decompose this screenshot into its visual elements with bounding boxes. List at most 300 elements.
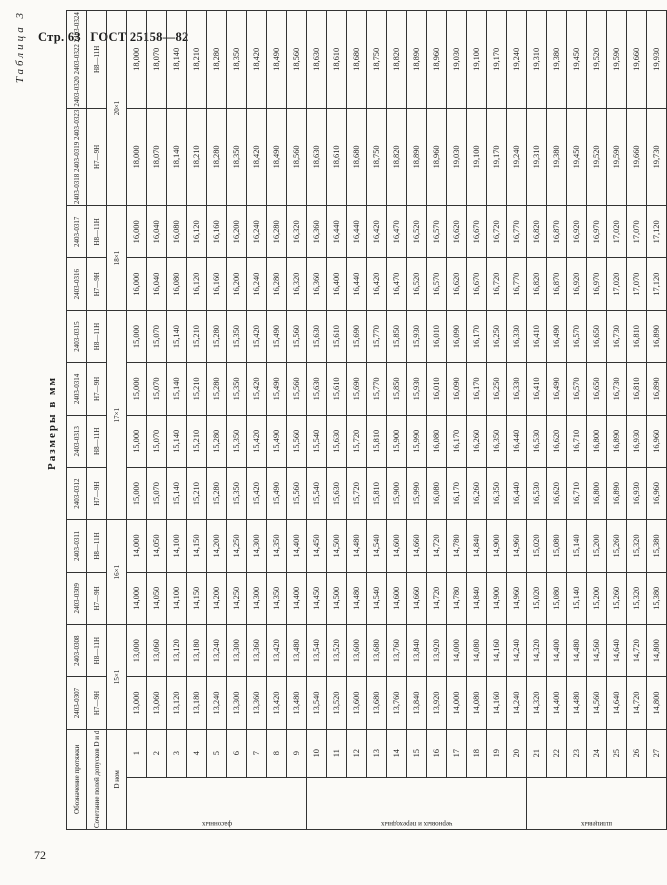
diameter-cell: 16,620 bbox=[447, 206, 467, 258]
diameter-cell: 18,820 bbox=[387, 11, 407, 109]
diameter-cell: 14,720 bbox=[427, 520, 447, 572]
diameter-cell: 16,090 bbox=[447, 363, 467, 415]
diameter-cell: 14,900 bbox=[487, 572, 507, 624]
diameter-cell: 16,720 bbox=[487, 258, 507, 310]
diameter-cell: 14,100 bbox=[167, 572, 187, 624]
diameter-cell: 15,210 bbox=[187, 415, 207, 467]
diameter-cell: 14,960 bbox=[507, 572, 527, 624]
diameter-cell: 16,470 bbox=[387, 206, 407, 258]
diameter-cell: 19,590 bbox=[607, 108, 627, 206]
table-row bbox=[567, 11, 587, 830]
diameter-cell: 14,660 bbox=[407, 520, 427, 572]
diameter-cell: 13,120 bbox=[167, 624, 187, 676]
diameter-cell: 15,630 bbox=[327, 415, 347, 467]
dnom-value: 20×1 bbox=[107, 11, 127, 206]
diameter-cell: 19,100 bbox=[467, 108, 487, 206]
diameter-cell: 14,250 bbox=[227, 520, 247, 572]
diameter-cell: 14,540 bbox=[367, 572, 387, 624]
column-fit: H8—11H bbox=[87, 624, 107, 676]
diameter-cell: 18,680 bbox=[347, 11, 367, 109]
fit-label: Сочетание полей допусков D и d bbox=[87, 729, 107, 829]
diameter-cell: 18,280 bbox=[207, 108, 227, 206]
diameter-cell: 14,480 bbox=[567, 624, 587, 676]
diameter-cell: 19,030 bbox=[447, 108, 467, 206]
diameter-cell: 18,820 bbox=[387, 108, 407, 206]
tooth-number: 15 bbox=[407, 729, 427, 777]
diameter-cell: 18,890 bbox=[407, 11, 427, 109]
diameter-cell: 16,260 bbox=[467, 467, 487, 519]
diameter-cell: 16,420 bbox=[367, 258, 387, 310]
tooth-number: 13 bbox=[367, 729, 387, 777]
diameter-cell: 16,260 bbox=[467, 415, 487, 467]
diameter-cell: 14,480 bbox=[567, 677, 587, 729]
column-code: 2403-0307 bbox=[67, 677, 87, 729]
diameter-cell: 14,320 bbox=[527, 677, 547, 729]
diameter-cell: 13,180 bbox=[187, 624, 207, 676]
diameter-cell: 16,280 bbox=[267, 206, 287, 258]
diameter-cell: 17,120 bbox=[647, 258, 667, 310]
diameter-cell: 13,760 bbox=[387, 624, 407, 676]
diameter-cell: 16,820 bbox=[527, 258, 547, 310]
diameter-cell: 16,920 bbox=[567, 206, 587, 258]
diameter-cell: 16,720 bbox=[487, 206, 507, 258]
diameter-cell: 16,810 bbox=[627, 310, 647, 362]
diameter-cell: 19,730 bbox=[647, 108, 667, 206]
diameter-cell: 18,070 bbox=[147, 108, 167, 206]
diameter-cell: 16,200 bbox=[227, 258, 247, 310]
diameter-cell: 15,140 bbox=[167, 310, 187, 362]
column-code: 2403-0315 bbox=[67, 310, 87, 362]
diameter-cell: 15,770 bbox=[367, 310, 387, 362]
diameter-cell: 13,060 bbox=[147, 624, 167, 676]
diameter-cell: 19,310 bbox=[527, 11, 547, 109]
dnom-value: 17×1 bbox=[107, 310, 127, 519]
diameter-cell: 14,480 bbox=[347, 572, 367, 624]
diameter-cell: 18,960 bbox=[427, 108, 447, 206]
diameter-cell: 16,620 bbox=[547, 415, 567, 467]
diameter-cell: 18,490 bbox=[267, 108, 287, 206]
diameter-cell: 14,250 bbox=[227, 572, 247, 624]
diameter-cell: 16,800 bbox=[587, 467, 607, 519]
diameter-cell: 17,020 bbox=[607, 206, 627, 258]
diameter-cell: 13,540 bbox=[307, 677, 327, 729]
tooth-number: 20 bbox=[507, 729, 527, 777]
diameter-cell: 15,490 bbox=[267, 467, 287, 519]
diameter-cell: 13,300 bbox=[227, 624, 247, 676]
diameter-cell: 16,570 bbox=[427, 258, 447, 310]
diameter-cell: 19,170 bbox=[487, 11, 507, 109]
diameter-cell: 13,360 bbox=[247, 624, 267, 676]
diameter-cell: 15,080 bbox=[547, 572, 567, 624]
diameter-cell: 19,100 bbox=[467, 11, 487, 109]
diameter-cell: 19,380 bbox=[547, 108, 567, 206]
table-row bbox=[487, 11, 507, 830]
tooth-number: 24 bbox=[587, 729, 607, 777]
tooth-number: 27 bbox=[647, 729, 667, 777]
diameter-cell: 18,490 bbox=[267, 11, 287, 109]
diameter-cell: 18,350 bbox=[227, 11, 247, 109]
tooth-number: 23 bbox=[567, 729, 587, 777]
diameter-cell: 15,770 bbox=[367, 363, 387, 415]
column-fit: H8—11H bbox=[87, 520, 107, 572]
column-code: 2403-0317 bbox=[67, 206, 87, 258]
table-row bbox=[347, 11, 367, 830]
diameter-cell: 15,350 bbox=[227, 467, 247, 519]
diameter-cell: 14,160 bbox=[487, 624, 507, 676]
diameter-cell: 16,320 bbox=[287, 206, 307, 258]
table-row bbox=[647, 11, 667, 830]
table-row bbox=[627, 11, 647, 830]
diameter-cell: 16,440 bbox=[507, 467, 527, 519]
diameter-cell: 18,420 bbox=[247, 108, 267, 206]
diameter-cell: 15,200 bbox=[587, 572, 607, 624]
diameter-cell: 16,570 bbox=[567, 310, 587, 362]
diameter-cell: 14,350 bbox=[267, 520, 287, 572]
diameter-cell: 15,630 bbox=[307, 310, 327, 362]
diameter-cell: 16,250 bbox=[487, 363, 507, 415]
diameter-cell: 16,080 bbox=[427, 467, 447, 519]
diameter-cell: 14,240 bbox=[507, 677, 527, 729]
diameter-cell: 16,350 bbox=[487, 415, 507, 467]
diameter-cell: 13,480 bbox=[287, 624, 307, 676]
table-row bbox=[527, 11, 547, 830]
diameter-cell: 15,320 bbox=[627, 572, 647, 624]
diameter-cell: 15,720 bbox=[347, 415, 367, 467]
diameter-cell: 16,800 bbox=[587, 415, 607, 467]
column-fit: H7—9H bbox=[87, 363, 107, 415]
column-fit: H8—11H bbox=[87, 11, 107, 109]
table-row bbox=[167, 11, 187, 830]
diameter-cell: 14,780 bbox=[447, 520, 467, 572]
diameter-cell: 16,710 bbox=[567, 467, 587, 519]
diameter-cell: 16,890 bbox=[607, 467, 627, 519]
diameter-cell: 14,540 bbox=[367, 520, 387, 572]
diameter-cell: 18,210 bbox=[187, 108, 207, 206]
diameter-cell: 19,380 bbox=[547, 11, 567, 109]
diameter-cell: 16,930 bbox=[627, 467, 647, 519]
column-code: 2403-0311 bbox=[67, 520, 87, 572]
diameter-cell: 15,850 bbox=[387, 363, 407, 415]
diameter-cell: 14,450 bbox=[307, 520, 327, 572]
diameter-cell: 15,560 bbox=[287, 415, 307, 467]
diameter-cell: 16,520 bbox=[407, 258, 427, 310]
diameter-cell: 13,600 bbox=[347, 624, 367, 676]
diameter-cell: 16,650 bbox=[587, 310, 607, 362]
diameter-cell: 15,350 bbox=[227, 310, 247, 362]
diameter-cell: 15,490 bbox=[267, 310, 287, 362]
column-fit: H7—9H bbox=[87, 572, 107, 624]
diameter-cell: 19,310 bbox=[527, 108, 547, 206]
diameter-cell: 16,010 bbox=[427, 310, 447, 362]
diameter-cell: 14,840 bbox=[467, 572, 487, 624]
diameter-cell: 19,030 bbox=[447, 11, 467, 109]
diameter-cell: 16,360 bbox=[307, 258, 327, 310]
diameter-cell: 16,970 bbox=[587, 206, 607, 258]
diameter-cell: 16,170 bbox=[467, 310, 487, 362]
diameter-cell: 15,990 bbox=[407, 415, 427, 467]
diameter-cell: 15,280 bbox=[207, 467, 227, 519]
diameter-cell: 15,000 bbox=[127, 363, 147, 415]
diameter-cell: 13,920 bbox=[427, 624, 447, 676]
column-code: 2403-0316 bbox=[67, 258, 87, 310]
diameter-cell: 15,200 bbox=[587, 520, 607, 572]
diameter-cell: 15,900 bbox=[387, 467, 407, 519]
tooth-number: 18 bbox=[467, 729, 487, 777]
diameter-cell: 18,630 bbox=[307, 11, 327, 109]
diameter-cell: 13,180 bbox=[187, 677, 207, 729]
tooth-number: 6 bbox=[227, 729, 247, 777]
column-code: 2403-0318 2403-0319 2403-0323 bbox=[67, 108, 87, 206]
diameter-cell: 15,420 bbox=[247, 415, 267, 467]
diameter-cell: 14,840 bbox=[467, 520, 487, 572]
diameter-cell: 15,210 bbox=[187, 363, 207, 415]
diameter-cell: 14,400 bbox=[287, 520, 307, 572]
diameter-cell: 16,090 bbox=[447, 310, 467, 362]
diameter-cell: 18,610 bbox=[327, 11, 347, 109]
diameter-cell: 16,330 bbox=[507, 363, 527, 415]
diameter-cell: 16,810 bbox=[627, 363, 647, 415]
diameter-cell: 13,240 bbox=[207, 624, 227, 676]
diameter-cell: 14,900 bbox=[487, 520, 507, 572]
tooth-number: 2 bbox=[147, 729, 167, 777]
diameter-cell: 15,210 bbox=[187, 310, 207, 362]
diameter-cell: 16,730 bbox=[607, 310, 627, 362]
diameter-cell: 13,520 bbox=[327, 624, 347, 676]
diameter-cell: 13,760 bbox=[387, 677, 407, 729]
diameter-cell: 15,630 bbox=[307, 363, 327, 415]
diameter-cell: 14,400 bbox=[547, 677, 567, 729]
diameter-cell: 14,780 bbox=[447, 572, 467, 624]
diameter-cell: 16,170 bbox=[447, 467, 467, 519]
tooth-number: 8 bbox=[267, 729, 287, 777]
diameter-cell: 19,450 bbox=[567, 11, 587, 109]
diameter-cell: 16,890 bbox=[647, 310, 667, 362]
diameter-cell: 18,210 bbox=[187, 11, 207, 109]
diameter-cell: 16,320 bbox=[287, 258, 307, 310]
diameter-cell: 14,720 bbox=[627, 677, 647, 729]
table-row bbox=[207, 11, 227, 830]
diameter-cell: 14,720 bbox=[627, 624, 647, 676]
diameter-cell: 14,500 bbox=[327, 572, 347, 624]
diameter-cell: 16,080 bbox=[167, 206, 187, 258]
diameter-cell: 14,300 bbox=[247, 572, 267, 624]
diameter-cell: 14,640 bbox=[607, 624, 627, 676]
table-row bbox=[267, 11, 287, 830]
diameter-cell: 15,320 bbox=[627, 520, 647, 572]
diameter-cell: 17,120 bbox=[647, 206, 667, 258]
diameter-cell: 18,750 bbox=[367, 108, 387, 206]
diameter-cell: 14,720 bbox=[427, 572, 447, 624]
diameter-cell: 16,770 bbox=[507, 206, 527, 258]
diameter-cell: 16,040 bbox=[147, 206, 167, 258]
diameter-cell: 15,350 bbox=[227, 363, 247, 415]
tooth-number: 26 bbox=[627, 729, 647, 777]
diameter-cell: 15,070 bbox=[147, 310, 167, 362]
column-code: 2403-0313 bbox=[67, 415, 87, 467]
diameter-cell: 14,200 bbox=[207, 520, 227, 572]
diameter-cell: 16,440 bbox=[327, 206, 347, 258]
diameter-cell: 15,560 bbox=[287, 363, 307, 415]
diameter-cell: 14,000 bbox=[447, 624, 467, 676]
diameter-cell: 15,350 bbox=[227, 415, 247, 467]
tooth-number: 17 bbox=[447, 729, 467, 777]
diameter-cell: 14,350 bbox=[267, 572, 287, 624]
diameter-cell: 16,400 bbox=[327, 258, 347, 310]
column-fit: H7—9H bbox=[87, 108, 107, 206]
column-fit: H7—9H bbox=[87, 467, 107, 519]
diameter-cell: 13,000 bbox=[127, 624, 147, 676]
diameter-cell: 14,000 bbox=[127, 520, 147, 572]
diameter-cell: 16,870 bbox=[547, 206, 567, 258]
table-row bbox=[127, 11, 147, 830]
tooth-number: 12 bbox=[347, 729, 367, 777]
diameter-cell: 15,380 bbox=[647, 520, 667, 572]
diameter-cell: 14,080 bbox=[467, 624, 487, 676]
diameter-cell: 16,440 bbox=[347, 206, 367, 258]
diameter-cell: 14,000 bbox=[127, 572, 147, 624]
diameter-cell: 14,200 bbox=[207, 572, 227, 624]
diameter-cell: 13,060 bbox=[147, 677, 167, 729]
diameter-cell: 14,000 bbox=[447, 677, 467, 729]
diameter-cell: 13,240 bbox=[207, 677, 227, 729]
diameter-cell: 16,520 bbox=[407, 206, 427, 258]
diameter-cell: 16,490 bbox=[547, 363, 567, 415]
diameter-cell: 14,500 bbox=[327, 520, 347, 572]
diameter-cell: 16,000 bbox=[127, 206, 147, 258]
diameter-cell: 15,140 bbox=[567, 520, 587, 572]
diameter-cell: 16,820 bbox=[527, 206, 547, 258]
tooth-number: 16 bbox=[427, 729, 447, 777]
diameter-cell: 15,080 bbox=[547, 520, 567, 572]
column-code: 2403-0308 bbox=[67, 624, 87, 676]
diameter-cell: 13,000 bbox=[127, 677, 147, 729]
diameter-cell: 16,080 bbox=[427, 415, 447, 467]
diameter-cell: 16,280 bbox=[267, 258, 287, 310]
tooth-number: 19 bbox=[487, 729, 507, 777]
row-group-label: черновых и переходных bbox=[380, 820, 453, 828]
table-row bbox=[247, 11, 267, 830]
diameter-cell: 19,660 bbox=[627, 11, 647, 109]
diameter-cell: 13,360 bbox=[247, 677, 267, 729]
diameter-cell: 18,680 bbox=[347, 108, 367, 206]
diameter-cell: 19,520 bbox=[587, 11, 607, 109]
diameter-cell: 15,260 bbox=[607, 572, 627, 624]
diameter-cell: 15,690 bbox=[347, 310, 367, 362]
column-code: 2403-0309 bbox=[67, 572, 87, 624]
diameter-cell: 14,480 bbox=[347, 520, 367, 572]
diameter-cell: 15,850 bbox=[387, 310, 407, 362]
table-row bbox=[547, 11, 567, 830]
diameter-cell: 19,520 bbox=[587, 108, 607, 206]
diameter-cell: 16,870 bbox=[547, 258, 567, 310]
table-row bbox=[287, 11, 307, 830]
diameter-cell: 15,610 bbox=[327, 310, 347, 362]
column-code: 2403-0314 bbox=[67, 363, 87, 415]
tooth-number: 3 bbox=[167, 729, 187, 777]
diameter-cell: 15,490 bbox=[267, 363, 287, 415]
diameter-cell: 15,140 bbox=[167, 415, 187, 467]
diameter-cell: 15,280 bbox=[207, 415, 227, 467]
diameter-cell: 13,600 bbox=[347, 677, 367, 729]
diameter-cell: 18,140 bbox=[167, 11, 187, 109]
tooth-number: 21 bbox=[527, 729, 547, 777]
diameter-cell: 13,120 bbox=[167, 677, 187, 729]
diameter-cell: 16,920 bbox=[567, 258, 587, 310]
diameter-cell: 15,930 bbox=[407, 310, 427, 362]
tooth-number: 9 bbox=[287, 729, 307, 777]
diameter-cell: 14,560 bbox=[587, 677, 607, 729]
diameter-cell: 16,570 bbox=[427, 206, 447, 258]
diameter-cell: 19,590 bbox=[607, 11, 627, 109]
diameter-cell: 15,260 bbox=[607, 520, 627, 572]
column-code: 2403-0320 2403-0322 2403-0324 bbox=[67, 11, 87, 109]
column-fit: H7—9H bbox=[87, 258, 107, 310]
column-fit: H8—11H bbox=[87, 206, 107, 258]
diameter-cell: 15,000 bbox=[127, 467, 147, 519]
table-row bbox=[587, 11, 607, 830]
diameter-cell: 15,000 bbox=[127, 310, 147, 362]
dimensions-table bbox=[66, 10, 667, 830]
diameter-cell: 18,000 bbox=[127, 108, 147, 206]
table-row bbox=[367, 11, 387, 830]
diameter-cell: 16,120 bbox=[187, 206, 207, 258]
diameter-cell: 15,140 bbox=[567, 572, 587, 624]
diameter-cell: 16,010 bbox=[427, 363, 447, 415]
tooth-number: 1 bbox=[127, 729, 147, 777]
table-row bbox=[307, 11, 327, 830]
diameter-cell: 16,350 bbox=[487, 467, 507, 519]
diameter-cell: 16,650 bbox=[587, 363, 607, 415]
table-caption: Размеры в мм bbox=[46, 376, 58, 470]
diameter-cell: 13,680 bbox=[367, 677, 387, 729]
diameter-cell: 13,420 bbox=[267, 624, 287, 676]
diameter-cell: 14,960 bbox=[507, 520, 527, 572]
diameter-cell: 16,240 bbox=[247, 258, 267, 310]
table-number: Таблица 3 bbox=[14, 10, 26, 84]
diameter-cell: 16,170 bbox=[447, 415, 467, 467]
tooth-number: 5 bbox=[207, 729, 227, 777]
diameter-cell: 15,540 bbox=[307, 415, 327, 467]
dnom-value: 15×1 bbox=[107, 624, 127, 729]
diameter-cell: 18,960 bbox=[427, 11, 447, 109]
diameter-cell: 16,000 bbox=[127, 258, 147, 310]
diameter-cell: 19,170 bbox=[487, 108, 507, 206]
diameter-cell: 16,530 bbox=[527, 467, 547, 519]
table-row bbox=[607, 11, 627, 830]
diameter-cell: 14,600 bbox=[387, 572, 407, 624]
diameter-cell: 14,150 bbox=[187, 520, 207, 572]
diameter-cell: 16,960 bbox=[647, 415, 667, 467]
diameter-cell: 16,120 bbox=[187, 258, 207, 310]
diameter-cell: 15,140 bbox=[167, 467, 187, 519]
diameter-cell: 13,920 bbox=[427, 677, 447, 729]
diameter-cell: 16,710 bbox=[567, 415, 587, 467]
diameter-cell: 13,540 bbox=[307, 624, 327, 676]
tooth-number: 4 bbox=[187, 729, 207, 777]
diameter-cell: 13,420 bbox=[267, 677, 287, 729]
diameter-cell: 14,050 bbox=[147, 572, 167, 624]
diameter-cell: 19,660 bbox=[627, 108, 647, 206]
diameter-cell: 16,620 bbox=[447, 258, 467, 310]
diameter-cell: 16,440 bbox=[507, 415, 527, 467]
diameter-cell: 15,810 bbox=[367, 415, 387, 467]
diameter-cell: 15,210 bbox=[187, 467, 207, 519]
diameter-cell: 15,000 bbox=[127, 415, 147, 467]
diameter-cell: 16,530 bbox=[527, 415, 547, 467]
table-row bbox=[327, 11, 347, 830]
diameter-cell: 18,280 bbox=[207, 11, 227, 109]
diameter-cell: 16,620 bbox=[547, 467, 567, 519]
